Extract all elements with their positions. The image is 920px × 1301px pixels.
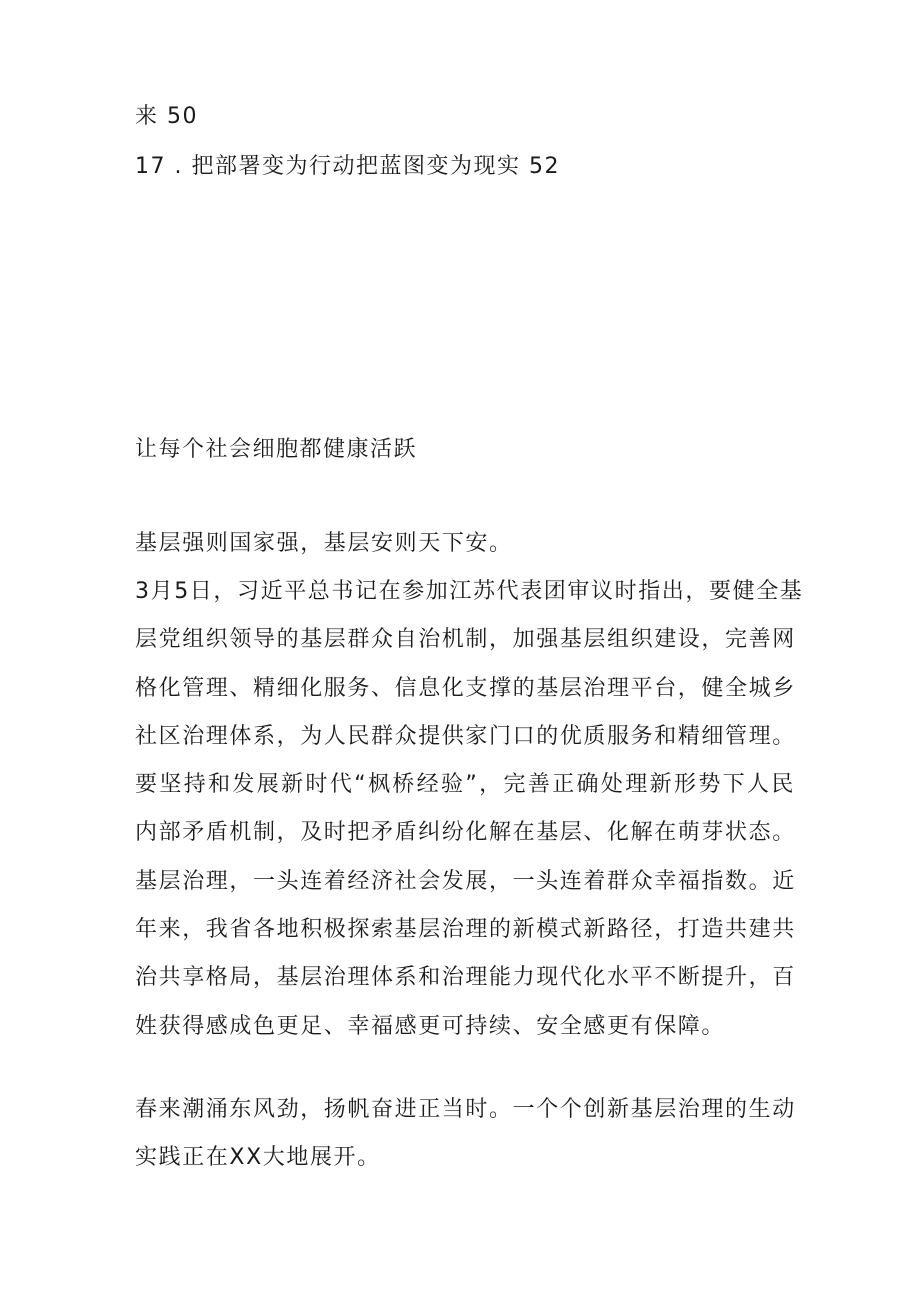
paragraph-line: 内部矛盾机制，及时把矛盾纠纷化解在基层、化解在萌芽状态。 (135, 820, 796, 846)
paragraph-1 (135, 520, 795, 568)
paragraph-line: 春来潮涌东风劲，扬帆奋进正当时。一个个创新基层治理的生动 (135, 1097, 796, 1122)
article-title: 让每个社会细胞都健康活跃 (135, 437, 418, 462)
paragraph-line: 治共享格局，基层治理体系和治理能力现代化水平不断提升，百 (135, 965, 796, 991)
paragraph-3 (135, 1086, 795, 1183)
paragraph-line: 要坚持和发展新时代“枫桥经验”，完善正确处理新形势下人民 (135, 772, 795, 798)
paragraph-line: 格化管理、精细化服务、信息化支撑的基层治理平台，健全城乡 (135, 675, 796, 701)
paragraph-2 (135, 568, 804, 1051)
paragraph-line: 层党组织领导的基层群众自治机制，加强基层组织建设，完善网 (135, 627, 796, 653)
paragraph-line: 年来，我省各地积极探索基层治理的新模式新路径，打造共建共 (135, 917, 796, 943)
paragraph-line: 基层治理，一头连着经济社会发展，一头连着群众幸福指数。近 (135, 868, 796, 894)
paragraph-line: 基层强则国家强，基层安则天下安。 (135, 531, 513, 556)
paragraph-line: 社区治理体系，为人民群众提供家门口的优质服务和精细管理。 (135, 723, 796, 749)
toc-entry-continuation: 来 50 (135, 104, 198, 129)
paragraph-line: 姓获得感成色更足、幸福感更可持续、安全感更有保障。 (135, 1013, 726, 1039)
paragraph-line: 实践正在XX大地展开。 (135, 1145, 381, 1171)
paragraph-line: 3月5日，习近平总书记在参加江苏代表团审议时指出，要健全基 (135, 579, 804, 604)
toc-entry-17: 17 . 把部署变为行动把蓝图变为现实 52 (135, 154, 560, 179)
